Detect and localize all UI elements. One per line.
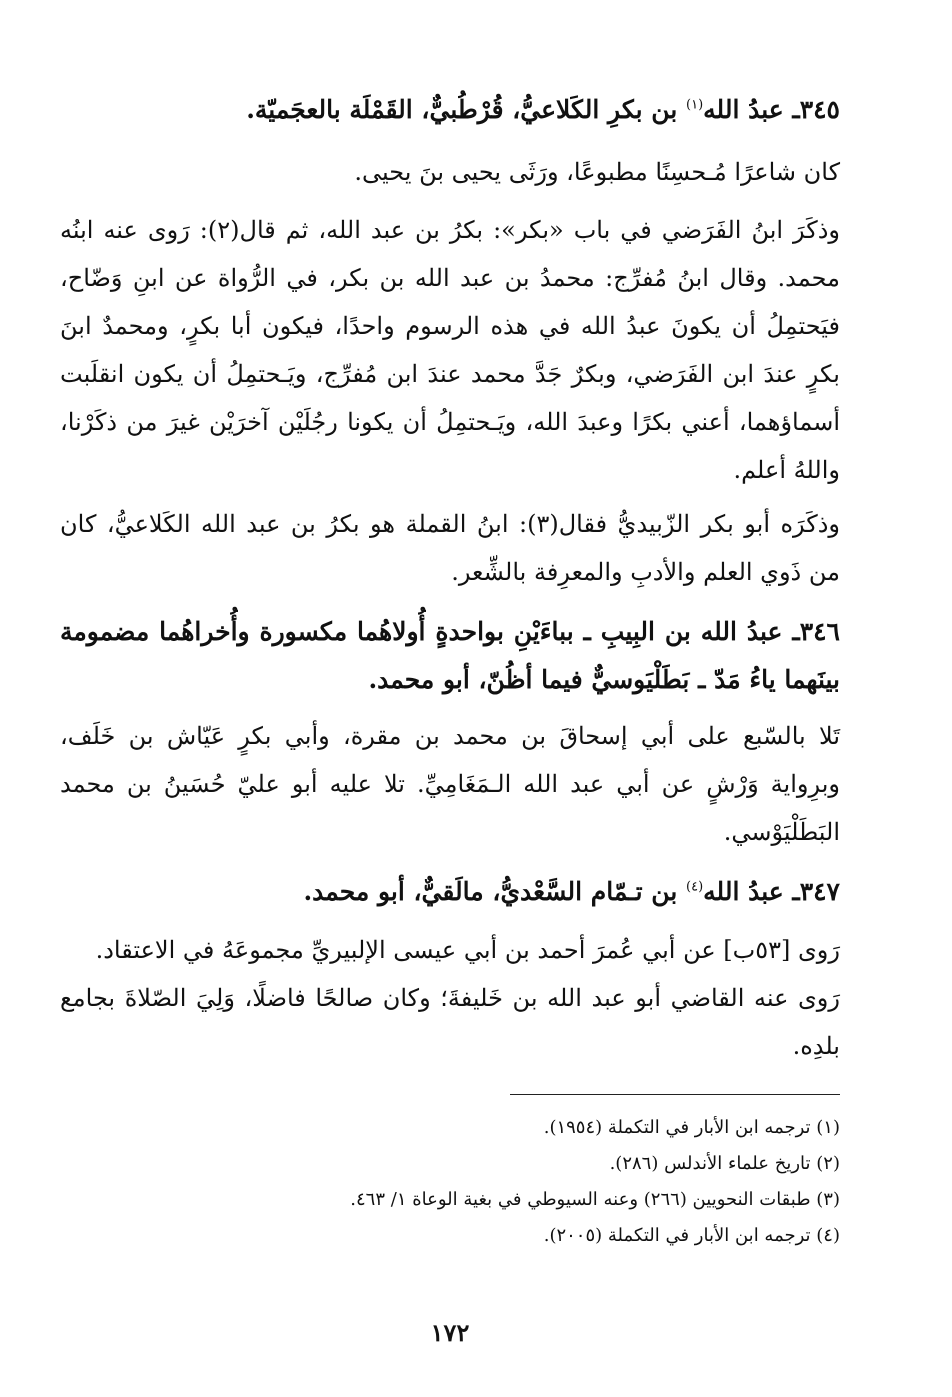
entry-347-heading xyxy=(60,868,840,916)
entry-345-heading-text: ٣٤٥ـ عبدُ الله xyxy=(703,95,840,124)
entry-345-heading xyxy=(60,86,840,134)
footnote-1: (١) ترجمه ابن الأبار في التكملة (١٩٥٤). xyxy=(543,1117,840,1138)
footnote-4: (٤) ترجمه ابن الأبار في التكملة (٢٠٠٥). xyxy=(543,1225,840,1246)
entry-346-paragraph-1: تَلا بالسّبع على أبي إسحاقَ بن محمد بن مقرة، وأبي بكرٍ عَيّاش بن خَلَف، وبرِواية وَرْشٍ عن أبي عبد الله الـمَغَامِيِّ. تلا عليه أبو عليّ حُسَينُ بن محمد البَطَلْيَوْسي. xyxy=(60,722,840,846)
footnote-ref-4: (٤) xyxy=(686,879,704,895)
entry-347-paragraph-1: رَوى [٥٣ب] عن أبي عُمرَ أحمد بن أبي عيسى الإلبيريِّ مجموعَهُ في الاعتقاد. xyxy=(95,936,840,964)
entry-347-heading-rest: بن تـمّام السَّعْديُّ، مالَقيٌّ، أبو محمد. xyxy=(303,877,686,906)
entry-346-heading: ٣٤٦ـ عبدُ الله بن البِيبِ ـ بباءَيْنِ بواحدةٍ أُولاهُما مكسورة وأُخراهُما مضمومة بينَهما ياءُ مَدّ ـ بَطَلْيَوسيٌّ فيما أظُنّ، أبو محمد. xyxy=(60,617,840,694)
footnote-separator xyxy=(510,1094,840,1095)
footnote-3: (٣) طبقات النحويين (٢٦٦) وعنه السيوطي في بغية الوعاة ١/ ٤٦٣. xyxy=(350,1189,840,1210)
footnote-ref-1: (١) xyxy=(686,97,704,113)
entry-347-paragraph-2: رَوى عنه القاضي أبو عبد الله بن خَليفةَ؛ وكان صالحًا فاضلًا، وَلِيَ الصّلاةَ بجامع بلدِه. xyxy=(60,984,840,1060)
book-page xyxy=(60,0,840,1397)
page-number: ١٧٢ xyxy=(430,1318,470,1347)
entry-345-paragraph-3: وذكَرَه أبو بكر الزّبيديُّ فقال(٣): ابنُ القملة هو بكرُ بن عبد الله الكَلاعيُّ، كان من ذَوي العلم والأدبِ والمعرِفة بالشِّعر. xyxy=(60,510,840,586)
entry-347-heading-text: ٣٤٧ـ عبدُ الله xyxy=(703,877,840,906)
entry-345-paragraph-2: وذكَرَ ابنُ الفَرَضي في باب «بكر»: بكرُ بن عبد الله، ثم قال(٢): رَوى عنه ابنُه محمد. وقال ابنُ مُفرِّج: محمدُ بن عبد الله بن بكر، في الرُّواة عن ابنِ وَضّاح، فيَحتمِلُ أن يكونَ عبدُ الله في هذه الرسوم واحدًا، فيكون أبا بكرٍ، ومحمدٌ ابنَ بكرٍ عندَ ابن الفَرَضي، وبكرٌ جَدَّ محمد عندَ ابن مُفرِّج، ويَـحتمِلُ أن يكون انقلَبت أسماؤهما، أعني بكرًا وعبدَ الله، ويَـحتمِلُ أن يكونا رجُلَيْن آخرَيْن غيرَ من ذكَرْنا، واللهُ أعلم. xyxy=(60,216,841,484)
entry-345-heading-rest: بن بكرِ الكَلاعيُّ، قُرْطُبيٌّ، القَمْلَة بالعجَميّة. xyxy=(246,95,686,124)
entry-345-paragraph-1: كان شاعرًا مُـحسِنًا مطبوعًا، ورَثَى يحيى بنَ يحيى. xyxy=(354,158,840,186)
footnotes xyxy=(60,1110,840,1254)
footnote-2: (٢) تاريخ علماء الأندلس (٢٨٦). xyxy=(609,1153,840,1174)
